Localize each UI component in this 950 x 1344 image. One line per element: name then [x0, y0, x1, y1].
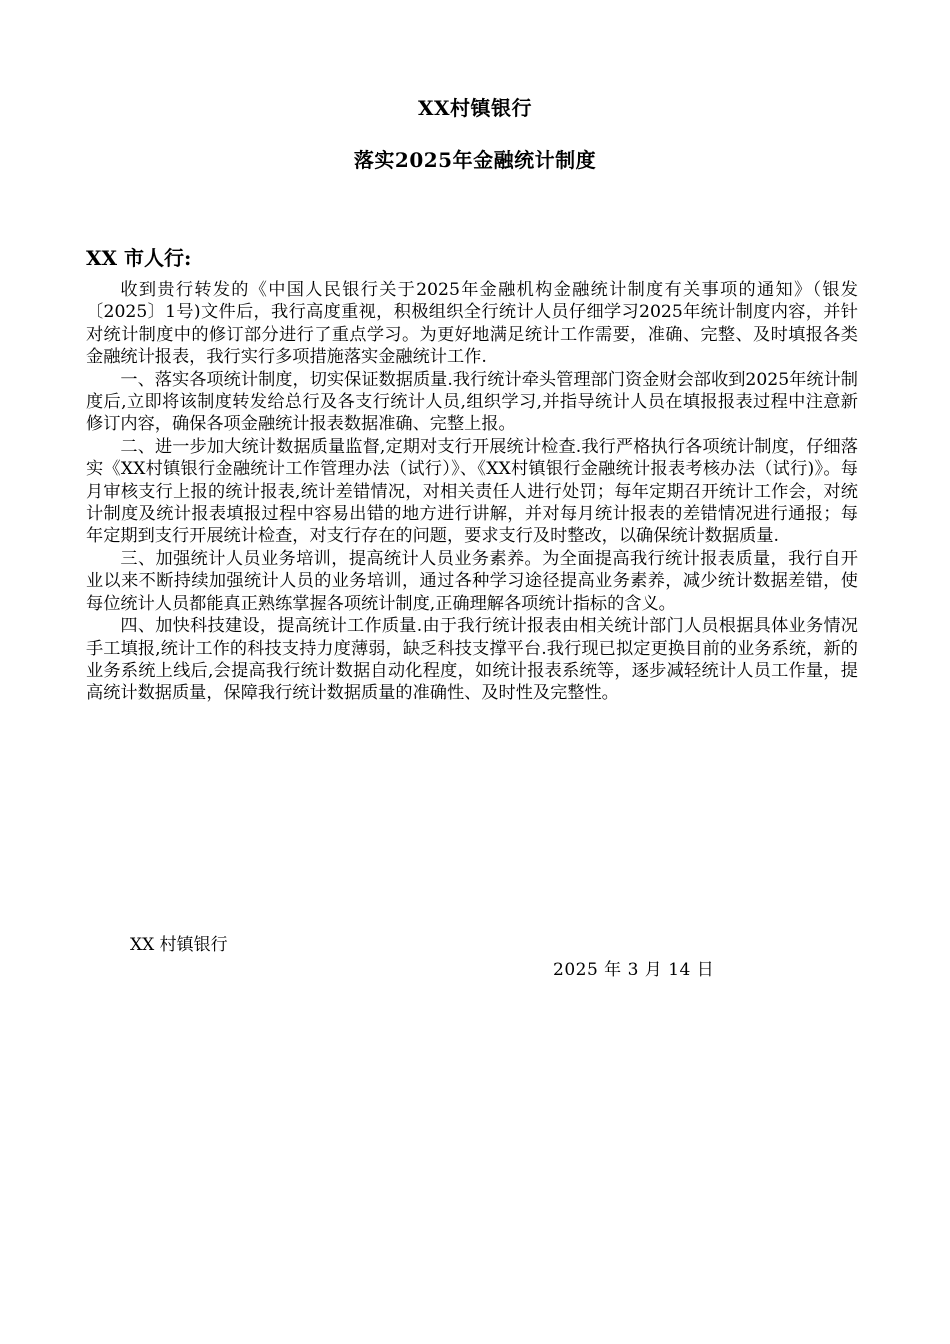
salutation: XX 市人行:: [86, 246, 192, 270]
paragraph-item-4: 四、加快科技建设，提高统计工作质量.由于我行统计报表由相关统计部门人员根据具体业务情况手工填报,统计工作的科技支持力度薄弱，缺乏科技支撑平台.我行现已拟定更换目前的业务系统，新的业务系统上线后,会提高我行统计数据自动化程度，如统计报表系统等，逐步减轻统计人员工作量，提高统计数据质量，保障我行统计数据质量的准确性、及时性及完整性。: [86, 616, 858, 704]
signature-date: 2025 年 3 月 14 日: [553, 960, 715, 980]
document-body: [86, 279, 858, 705]
document-subtitle: 落实2025年金融统计制度: [353, 148, 597, 172]
document-title: XX村镇银行: [417, 96, 533, 120]
paragraph-item-2: 二、进一步加大统计数据质量监督,定期对支行开展统计检查.我行严格执行各项统计制度，仔细落实《XX村镇银行金融统计工作管理办法（试行）》、《XX村镇银行金融统计报表考核办法（试行)》。每月审核支行上报的统计报表,统计差错情况，对相关责任人进行处罚；每年定期召开统计工作会，对统计制度及统计报表填报过程中容易出错的地方进行讲解，并对每月统计报表的差错情况进行通报；每年定期到支行开展统计检查，对支行存在的问题，要求支行及时整改，以确保统计数据质量.: [86, 436, 858, 547]
signature-organization: XX 村镇银行: [130, 935, 228, 955]
paragraph-item-3: 三、加强统计人员业务培训，提高统计人员业务素养。为全面提高我行统计报表质量，我行自开业以来不断持续加强统计人员的业务培训，通过各种学习途径提高业务素养，减少统计数据差错，使每位统计人员都能真正熟练掌握各项统计制度,正确理解各项统计指标的含义。: [86, 548, 858, 614]
paragraph-intro: 收到贵行转发的《中国人民银行关于2025年金融机构金融统计制度有关事项的通知》（银发〔2025〕1号)文件后，我行高度重视，积极组织全行统计人员仔细学习2025年统计制度内容，并针对统计制度中的修订部分进行了重点学习。为更好地满足统计工作需要，准确、完整、及时填报各类金融统计报表，我行实行多项措施落实金融统计工作.: [86, 280, 858, 368]
paragraph-item-1: 一、落实各项统计制度，切实保证数据质量.我行统计牵头管理部门资金财会部收到2025年统计制度后,立即将该制度转发给总行及各支行统计人员,组织学习,并指导统计人员在填报报表过程中注意新修订内容，确保各项金融统计报表数据准确、完整上报。: [86, 369, 858, 435]
